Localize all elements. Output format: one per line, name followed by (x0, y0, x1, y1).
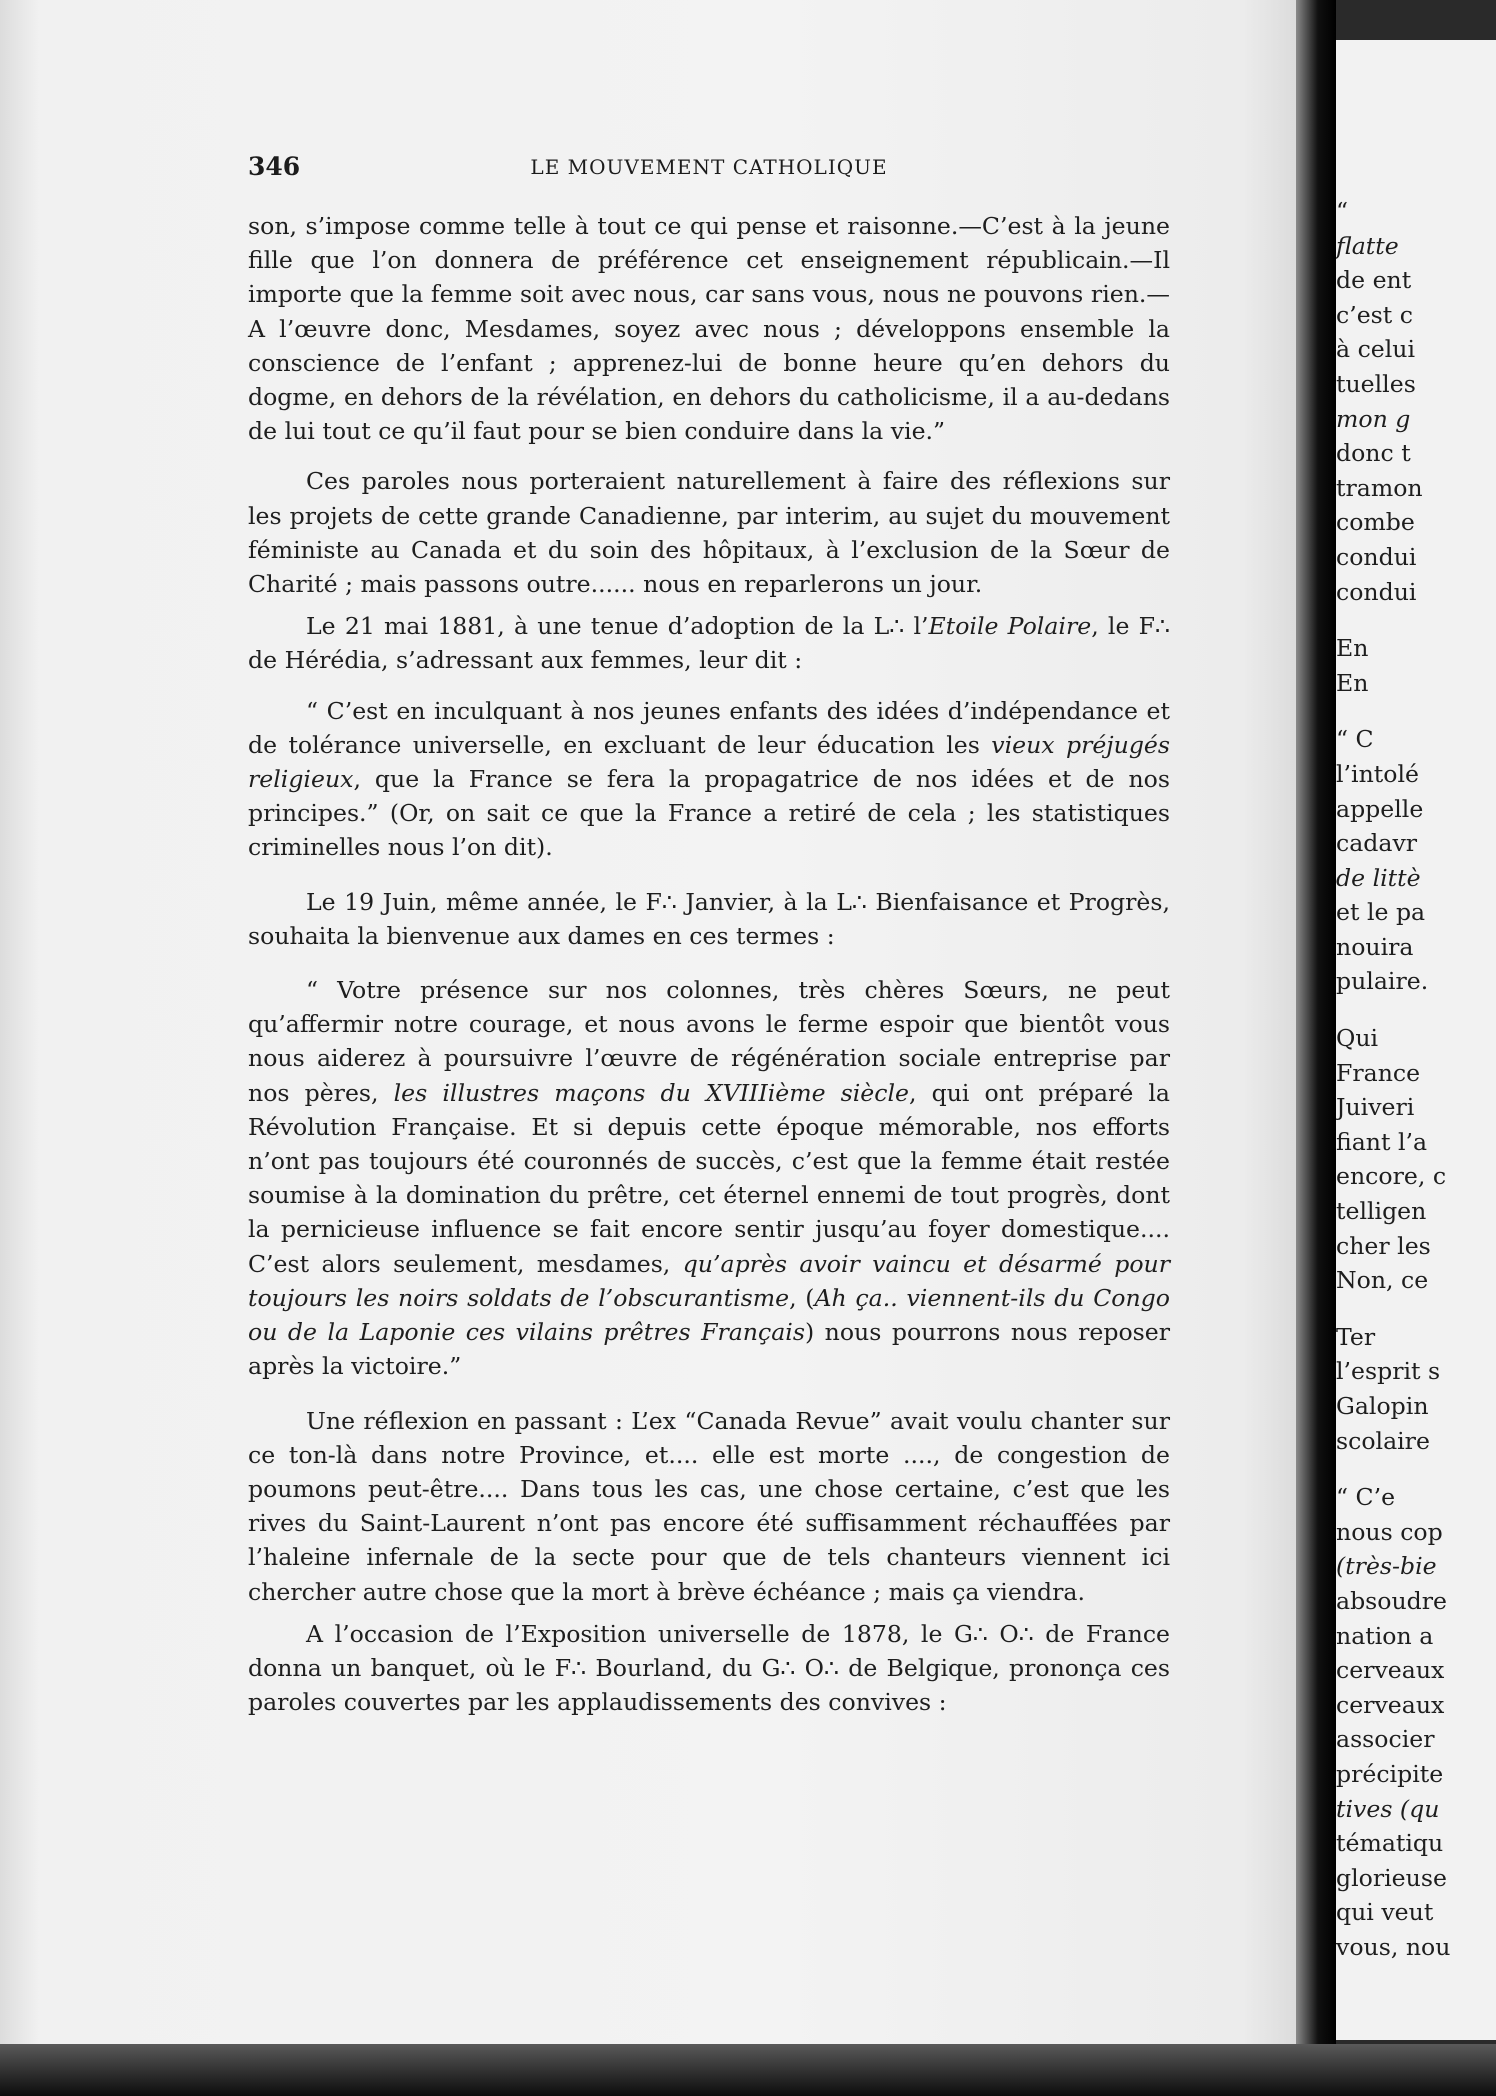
facing-page-line: nous cop (1336, 1517, 1443, 1546)
facing-page-fragment (1336, 40, 1496, 2040)
quote-janvier (248, 973, 1170, 1383)
facing-page-line: Non, ce (1336, 1266, 1429, 1295)
book-gutter (1296, 0, 1336, 2096)
facing-page-line: c’est c (1336, 300, 1413, 329)
paragraph-canada-revue: Une réflexion en passant : L’ex “Canada Revue” avait voulu chanter sur ce ton-là dans notre Province, et.... elle est morte ...., de congestion de poumons peut-être.... Dans tous les cas, une chose certaine, c’est que les rives du Saint-Laurent n’ont pas encore été suffisamment réchauffées par l’haleine infernale de la secte pour que de tels chanteurs viennent ici chercher autre chose que la mort à brève échéance ; mais ça viendra. (248, 1406, 1170, 1606)
facing-page-line: “ C (1336, 725, 1374, 754)
facing-page-line: Galopin (1336, 1392, 1429, 1420)
facing-page-line: nation a (1336, 1621, 1434, 1650)
facing-page-line: tématiqu (1336, 1829, 1444, 1858)
text-span: , le F∴ de Hérédia, s’adressant aux femmes, leur dit : (248, 612, 1170, 675)
facing-page-line: absoudre (1336, 1586, 1448, 1615)
paragraph-reflection: Ces paroles nous porteraient naturellement à faire des réflexions sur les projets de cette grande Canadienne, par interim, au sujet du mouvement féministe au Canada et du soin des hôpitaux, à l’exclusion de la Sœur de Charité ; mais passons outre...... nous en reparlerons un jour. (248, 467, 1170, 599)
facing-page-line: à celui (1336, 335, 1416, 364)
facing-page-line: appelle (1336, 794, 1424, 823)
facing-page-line: telligen (1336, 1197, 1427, 1226)
scan-bottom-edge (0, 2044, 1496, 2096)
facing-page-line: l’intolé (1336, 759, 1419, 788)
facing-page-line: cerveaux (1336, 1656, 1445, 1685)
paragraph-janvier-intro: Le 19 Juin, même année, le F∴ Janvier, à la L∴ Bienfaisance et Progrès, souhaita la bienvenue aux dames en ces termes : (248, 887, 1170, 950)
text-span: “ Votre présence sur nos colonnes, très chères Sœurs, ne peut qu’affermir notre courage, et nous avons le ferme espoir que bientôt vous nous aiderez à poursuivre l’œuvre de régénération sociale entreprise par nos pères, (248, 976, 1170, 1107)
quote-heredia (248, 694, 1170, 865)
facing-page-line: tramon (1336, 473, 1423, 502)
facing-page-line: Juiveri (1336, 1093, 1415, 1122)
facing-page-line: combe (1336, 508, 1415, 537)
italic-phrase: les illustres maçons du XVIIIième siècle (393, 1078, 909, 1107)
facing-page-line: En (1336, 634, 1369, 663)
facing-page-lines (1336, 194, 1496, 1965)
facing-page-line: condui (1336, 542, 1417, 571)
body-text (248, 209, 1170, 1719)
italic-phrase: vieux préjugés religieux (248, 730, 1170, 794)
italic-phrase: Ah ça.. viennent-ils du Congo ou de la Laponie ces vilains prêtres Français (248, 1283, 1170, 1347)
facing-page-line: (très-bie (1336, 1552, 1437, 1581)
facing-page-line: cadavr (1336, 829, 1418, 858)
facing-page-line: vous, nou (1336, 1932, 1451, 1961)
facing-page-line: Ter (1336, 1322, 1376, 1351)
page-number: 346 (248, 152, 301, 181)
running-title: LE MOUVEMENT CATHOLIQUE (530, 155, 888, 179)
italic-phrase: qu’après avoir vaincu et désarmé pour toujours les noirs soldats de l’obscurantisme (248, 1249, 1170, 1312)
paragraph-exposition-1878: A l’occasion de l’Exposition universelle de 1878, le G∴ O∴ de France donna un banquet, où le F∴ Bourland, du G∴ O∴ de Belgique, prononça ces paroles couvertes par les applaudissements des convives : (248, 1619, 1170, 1717)
facing-page-line: nouira (1336, 932, 1414, 961)
facing-page-line: mon g (1336, 404, 1411, 433)
facing-page-line: tuelles (1336, 369, 1416, 398)
facing-page-line: cerveaux (1336, 1690, 1445, 1719)
facing-page-line: “ (1336, 197, 1349, 225)
facing-page-line: encore, c (1336, 1162, 1447, 1191)
facing-page-line: En (1336, 668, 1369, 697)
facing-page-line: tives (qu (1336, 1794, 1440, 1823)
facing-page-line: l’esprit s (1336, 1357, 1441, 1386)
text-span: , que la France se fera la propagatrice de nos idées et de nos principes.” (Or, on sait ce que la France a retiré de cela ; les statistiques criminelles nous l’on dit). (248, 765, 1170, 862)
text-span: ) nous pourrons nous reposer après la victoire.” (248, 1318, 1170, 1381)
facing-page-line: flatte (1336, 231, 1399, 260)
facing-page-line: “ C’e (1336, 1483, 1396, 1512)
facing-page-line: France (1336, 1058, 1421, 1087)
paragraph-heredia-intro (248, 609, 1170, 677)
facing-page-line: de ent (1336, 266, 1412, 295)
page-header (248, 152, 1170, 186)
facing-page-line: fiant l’a (1336, 1127, 1428, 1156)
facing-page-line: qui veut (1336, 1898, 1434, 1927)
facing-page-line: cher les (1336, 1231, 1431, 1260)
facing-page-line: glorieuse (1336, 1863, 1447, 1892)
lodge-name-italic: Etoile Polaire (928, 612, 1092, 641)
paragraph-quote-continuation: son, s’impose comme telle à tout ce qui pense et raisonne.—C’est à la jeune fille que l’on donnera de préférence cet enseignement républicain.—Il importe que la femme soit avec nous, car sans vous, nous ne pouvons rien.—A l’œuvre donc, Mesdames, soyez avec nous ; développons ensemble la conscience de l’enfant ; apprenez-lui de bonne heure qu’en dehors du dogme, en dehors de la révélation, en dehors du catholicisme, il a au-dedans de lui tout ce qu’il faut pour se bien conduire dans la vie.” (248, 212, 1170, 446)
facing-page-line: et le pa (1336, 898, 1426, 927)
text-span: , qui ont préparé la Révolution Française. Et si depuis cette époque mémorable, nos efforts n’ont pas toujours été couronnés de succès, c’est que la femme était restée soumise à la domination du prêtre, cet éternel ennemi de tout progrès, dont la pernicieuse influence se fait encore sentir jusqu’au foyer domestique.... C’est alors seulement, mesdames, (248, 1078, 1170, 1278)
facing-page-line: donc t (1336, 439, 1411, 468)
facing-page-line: pulaire. (1336, 967, 1429, 996)
facing-page-line: de littè (1336, 863, 1421, 892)
facing-page-line: condui (1336, 577, 1417, 606)
facing-page-line: scolaire (1336, 1426, 1430, 1455)
facing-page-line: associer (1336, 1725, 1435, 1754)
facing-page-line: Qui (1336, 1024, 1379, 1053)
text-span: “ C’est en inculquant à nos jeunes enfants des idées d’indépendance et de tolérance universelle, en excluant de leur éducation les (248, 696, 1170, 759)
text-span: , ( (789, 1283, 815, 1312)
facing-page-line: précipite (1336, 1759, 1444, 1788)
text-span: Le 21 mai 1881, à une tenue d’adoption de la L∴ l’ (306, 612, 929, 641)
